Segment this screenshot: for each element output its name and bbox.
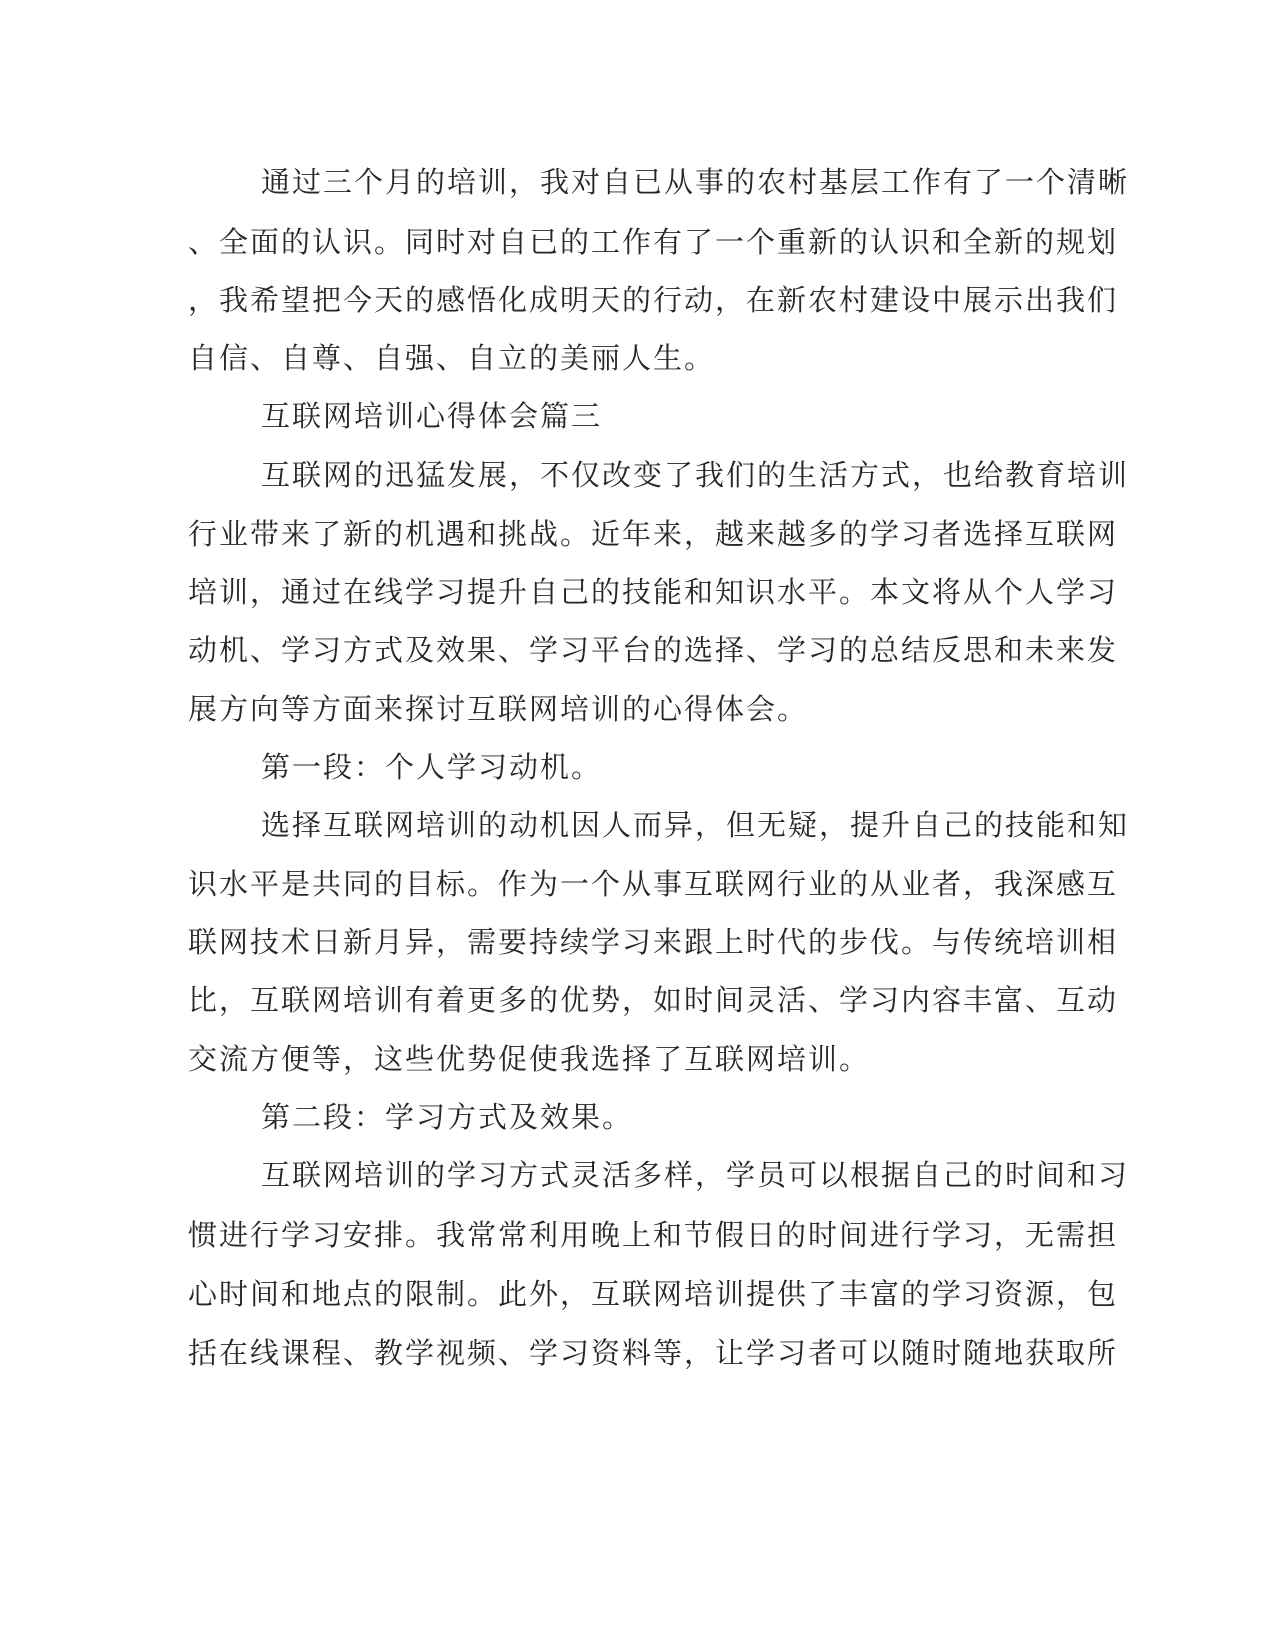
paragraph-line: 比，互联网培训有着更多的优势，如时间灵活、学习内容丰富、互动	[188, 983, 1119, 1017]
paragraph-line: 行业带来了新的机遇和挑战。近年来，越来越多的学习者选择互联网	[188, 517, 1119, 551]
paragraph-line: 动机、学习方式及效果、学习平台的选择、学习的总结反思和未来发	[188, 633, 1119, 667]
paragraph-line: 互联网的迅猛发展，不仅改变了我们的生活方式，也给教育培训	[261, 458, 1130, 492]
paragraph-line: 、全面的认识。同时对自已的工作有了一个重新的认识和全新的规划	[188, 225, 1119, 259]
paragraph-line: 识水平是共同的目标。作为一个从事互联网行业的从业者，我深感互	[188, 867, 1119, 901]
paragraph-line: 通过三个月的培训，我对自已从事的农村基层工作有了一个清晰	[261, 165, 1130, 199]
paragraph-line: 交流方便等，这些优势促使我选择了互联网培训。	[188, 1042, 871, 1076]
paragraph-line: ，我希望把今天的感悟化成明天的行动，在新农村建设中展示出我们	[188, 283, 1119, 317]
paragraph-line: 心时间和地点的限制。此外，互联网培训提供了丰富的学习资源，包	[188, 1277, 1119, 1311]
paragraph-line: 括在线课程、教学视频、学习资料等，让学习者可以随时随地获取所	[188, 1336, 1119, 1370]
section-title: 第一段：个人学习动机。	[261, 750, 603, 784]
paragraph-line: 选择互联网培训的动机因人而异，但无疑，提升自己的技能和知	[261, 808, 1130, 842]
paragraph-line: 培训，通过在线学习提升自己的技能和知识水平。本文将从个人学习	[188, 575, 1119, 609]
paragraph-line: 互联网培训的学习方式灵活多样，学员可以根据自己的时间和习	[261, 1158, 1130, 1192]
paragraph-line: 惯进行学习安排。我常常利用晚上和节假日的时间进行学习，无需担	[188, 1218, 1119, 1252]
paragraph-line: 自信、自尊、自强、自立的美丽人生。	[188, 341, 716, 375]
section-heading: 互联网培训心得体会篇三	[261, 399, 603, 433]
paragraph-line: 联网技术日新月异，需要持续学习来跟上时代的步伐。与传统培训相	[188, 925, 1119, 959]
paragraph-line: 展方向等方面来探讨互联网培训的心得体会。	[188, 692, 809, 726]
section-title: 第二段：学习方式及效果。	[261, 1100, 634, 1134]
